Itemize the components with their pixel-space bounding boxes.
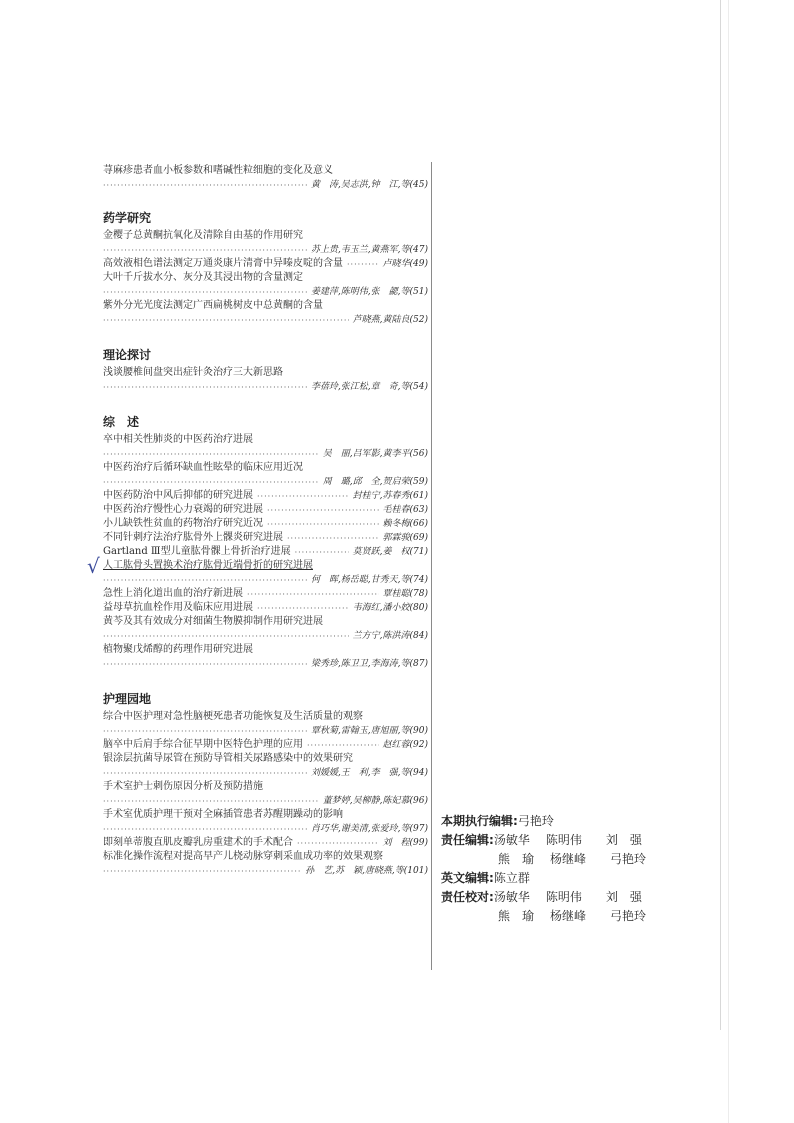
- table-of-contents: [87, 164, 428, 878]
- leader-dots: [103, 795, 319, 808]
- checkmark-icon: √: [87, 554, 100, 578]
- entry-authors-page: 莫贤跃,姜 权(71): [352, 547, 428, 557]
- entry-authors-page: 黄 涛,吴志洪,钟 江,等(45): [310, 180, 428, 190]
- entry-title: 浅谈腰椎间盘突出症针灸治疗三大新思路: [103, 367, 283, 378]
- toc-entry[interactable]: [103, 780, 428, 808]
- leader-dots: [103, 244, 307, 257]
- entry-authors-page: 卢晓华(49): [382, 259, 428, 269]
- resp-editor-row: [441, 831, 671, 850]
- column-divider: [431, 162, 432, 970]
- leader-dots: [103, 865, 301, 878]
- leader-dots: [103, 381, 307, 394]
- leader-dots: [103, 658, 307, 671]
- entry-authors-page: 芦晓燕,黄陆良(52): [352, 315, 428, 325]
- toc-entry[interactable]: [103, 299, 428, 327]
- toc-entry[interactable]: [103, 229, 428, 257]
- entry-title: 不同针刺疗法治疗肱骨外上髁炎研究进展: [103, 532, 283, 543]
- entry-authors-page: 覃秋菊,雷翰玉,唐旭丽,等(90): [310, 726, 428, 736]
- leader-dots: [347, 258, 379, 271]
- proofreader-name: 汤敏华: [493, 890, 530, 904]
- leader-dots: [103, 574, 307, 587]
- toc-entry[interactable]: [103, 643, 428, 671]
- leader-dots: [103, 476, 319, 489]
- entry-authors-page: 封桂宁,苏春秀(61): [352, 491, 428, 501]
- resp-editor-name: 刘 强: [605, 833, 642, 847]
- toc-entry[interactable]: [87, 554, 428, 587]
- resp-editor-name: 汤敏华: [493, 833, 530, 847]
- entry-authors-page: 韦海红,潘小姣(80): [352, 603, 428, 613]
- exec-editor-name: 弓艳玲: [517, 814, 554, 828]
- leader-dots: [103, 630, 349, 643]
- entry-authors-page: 郭霖骏(69): [382, 533, 428, 543]
- entry-title: 手术室优质护理干预对全麻插管患者苏醒期躁动的影响: [103, 809, 343, 820]
- leader-dots: [267, 504, 379, 517]
- resp-editor-label: 责任编辑:: [441, 833, 494, 847]
- toc-entry[interactable]: [103, 164, 428, 192]
- entry-authors-page: 姜建萍,陈明伟,张 勰,等(51): [310, 287, 428, 297]
- leader-dots: [307, 739, 379, 752]
- entry-title: 即刻单蒂腹直肌皮瓣乳房重建术的手术配合: [103, 837, 293, 848]
- entry-title: 综合中医护理对急性脑梗死患者功能恢复及生活质量的观察: [103, 711, 363, 722]
- entry-authors-page: 何 晖,杨岳聪,甘秀天,等(74): [310, 575, 428, 585]
- proof-row-2: [441, 907, 671, 926]
- exec-editor-label: 本期执行编辑:: [441, 814, 518, 828]
- entry-title: 紫外分光光度法测定广西扁桃树皮中总黄酮的含量: [103, 300, 323, 311]
- entry-authors-page: 周 璐,邱 全,贺启荣(59): [322, 477, 428, 487]
- entry-title: 植物聚戊烯醇的药理作用研究进展: [103, 644, 253, 655]
- entry-title: 高效液相色谱法测定万通炎康片清膏中异嗪皮啶的含量: [103, 258, 343, 269]
- editorial-credits: [441, 812, 671, 926]
- entry-title: 荨麻疹患者血小板参数和嗜碱性粒细胞的变化及意义: [103, 165, 333, 176]
- toc-section: [103, 347, 428, 394]
- toc-entry[interactable]: [103, 366, 428, 394]
- entry-authors-page: 苏上贵,韦玉兰,黄燕军,等(47): [310, 245, 428, 255]
- toc-entry[interactable]: [103, 587, 428, 601]
- toc-entry[interactable]: [103, 738, 428, 752]
- en-editor-name: 陈立群: [493, 871, 530, 885]
- toc-entry[interactable]: [103, 808, 428, 836]
- section-heading: 药学研究: [103, 211, 152, 225]
- toc-section: [103, 691, 428, 878]
- toc-entry[interactable]: [103, 503, 428, 517]
- entry-title: 卒中相关性肺炎的中医药治疗进展: [103, 434, 253, 445]
- resp-editor-name: 陈明伟: [545, 833, 582, 847]
- page-edge: [728, 0, 729, 1123]
- leader-dots: [267, 518, 379, 531]
- leader-dots: [103, 448, 319, 461]
- entry-authors-page: 李蓓玲,张江松,章 奇,等(54): [310, 382, 428, 392]
- resp-editor-name: 弓艳玲: [610, 852, 647, 866]
- toc-entry[interactable]: [103, 615, 428, 643]
- toc-entry[interactable]: [103, 271, 428, 299]
- entry-title: 脑卒中后肩手综合征早期中医特色护理的应用: [103, 739, 303, 750]
- toc-entry[interactable]: [103, 545, 428, 559]
- entry-title: 中医药治疗后循环缺血性眩晕的临床应用近况: [103, 462, 303, 473]
- proofreader-name: 弓艳玲: [610, 909, 647, 923]
- entry-title: 小儿缺铁性贫血的药物治疗研究近况: [103, 518, 263, 529]
- leader-dots: [247, 588, 379, 601]
- leader-dots: [295, 546, 349, 559]
- toc-entry[interactable]: [103, 601, 428, 615]
- proof-row: [441, 888, 671, 907]
- entry-authors-page: 肖巧华,谢美清,张爱玲,等(97): [310, 824, 428, 834]
- toc-entry[interactable]: [103, 752, 428, 780]
- proof-label: 责任校对:: [441, 890, 494, 904]
- entry-title: 中医药防治中风后抑郁的研究进展: [103, 490, 253, 501]
- toc-section: [87, 414, 428, 671]
- entry-authors-page: 覃桂聪(78): [382, 589, 428, 599]
- toc-entry[interactable]: [103, 517, 428, 531]
- leader-dots: [257, 490, 349, 503]
- entry-authors-page: 刘媛媛,王 利,李 强,等(94): [310, 768, 428, 778]
- resp-editor-row-2: [441, 850, 671, 869]
- proofreader-name: 熊 瑜: [498, 909, 535, 923]
- entry-title: 大叶千斤拔水分、灰分及其浸出物的含量测定: [103, 272, 303, 283]
- en-editor-row: [441, 869, 671, 888]
- leader-dots: [257, 602, 349, 615]
- section-heading: 综 述: [103, 415, 140, 429]
- entry-authors-page: 梁秀珍,陈卫卫,李海涛,等(87): [310, 659, 428, 669]
- leader-dots: [287, 532, 379, 545]
- proofreader-name: 杨继峰: [550, 909, 587, 923]
- toc-entry[interactable]: [103, 710, 428, 738]
- toc-entry[interactable]: [103, 461, 428, 489]
- entry-authors-page: 兰方宁,陈洪涛(84): [352, 631, 428, 641]
- toc-entry[interactable]: [103, 433, 428, 461]
- resp-editor-name: 杨继峰: [550, 852, 587, 866]
- leader-dots: [103, 314, 349, 327]
- entry-title: 标准化操作流程对提高早产儿桡动脉穿刺采血成功率的效果观察: [103, 851, 383, 862]
- leader-dots: [103, 725, 307, 738]
- page-edge: [720, 0, 721, 1030]
- entry-authors-page: 毛桂春(63): [382, 505, 428, 515]
- entry-authors-page: 刘 程(99): [382, 838, 428, 848]
- entry-authors-page: 吴 丽,吕军影,黄李平(56): [322, 449, 428, 459]
- toc-section: [103, 210, 428, 327]
- leader-dots: [103, 179, 307, 192]
- entry-title: 益母草抗血栓作用及临床应用进展: [103, 602, 253, 613]
- entry-authors-page: 赵红蓉(92): [382, 740, 428, 750]
- toc-section: [103, 164, 428, 192]
- leader-dots: [297, 837, 379, 850]
- entry-title: Gartland Ⅲ型儿童肱骨髁上骨折治疗进展: [103, 546, 291, 557]
- leader-dots: [103, 286, 307, 299]
- toc-entry[interactable]: [103, 489, 428, 503]
- exec-editor-row: [441, 812, 671, 831]
- entry-title: 人工肱骨头置换术治疗肱骨近端骨折的研究进展: [103, 560, 313, 571]
- section-heading: 护理园地: [103, 692, 152, 706]
- entry-title: 金樱子总黄酮抗氧化及清除自由基的作用研究: [103, 230, 303, 241]
- entry-title: 中医药治疗慢性心力衰竭的研究进展: [103, 504, 263, 515]
- section-heading: 理论探讨: [103, 348, 152, 362]
- entry-authors-page: 孙 艺,苏 颖,唐晓燕,等(101): [305, 866, 428, 876]
- resp-editor-name: 熊 瑜: [498, 852, 535, 866]
- toc-entry[interactable]: [103, 257, 428, 271]
- toc-entry[interactable]: [103, 836, 428, 850]
- entry-authors-page: 董梦婷,吴柳静,陈妃慕(96): [322, 796, 428, 806]
- en-editor-label: 英文编辑:: [441, 871, 494, 885]
- proofreader-name: 陈明伟: [545, 890, 582, 904]
- leader-dots: [103, 823, 307, 836]
- proofreader-name: 刘 强: [605, 890, 642, 904]
- entry-title: 黄芩及其有效成分对细菌生物膜抑制作用研究进展: [103, 616, 323, 627]
- toc-entry[interactable]: [103, 531, 428, 545]
- entry-title: 急性上消化道出血的治疗新进展: [103, 588, 243, 599]
- toc-entry[interactable]: [103, 850, 428, 878]
- entry-title: 手术室护士刺伤原因分析及预防措施: [103, 781, 263, 792]
- leader-dots: [103, 767, 307, 780]
- entry-authors-page: 赖冬梅(66): [382, 519, 428, 529]
- entry-title: 银涂层抗菌导尿管在预防导管相关尿路感染中的效果研究: [103, 753, 353, 764]
